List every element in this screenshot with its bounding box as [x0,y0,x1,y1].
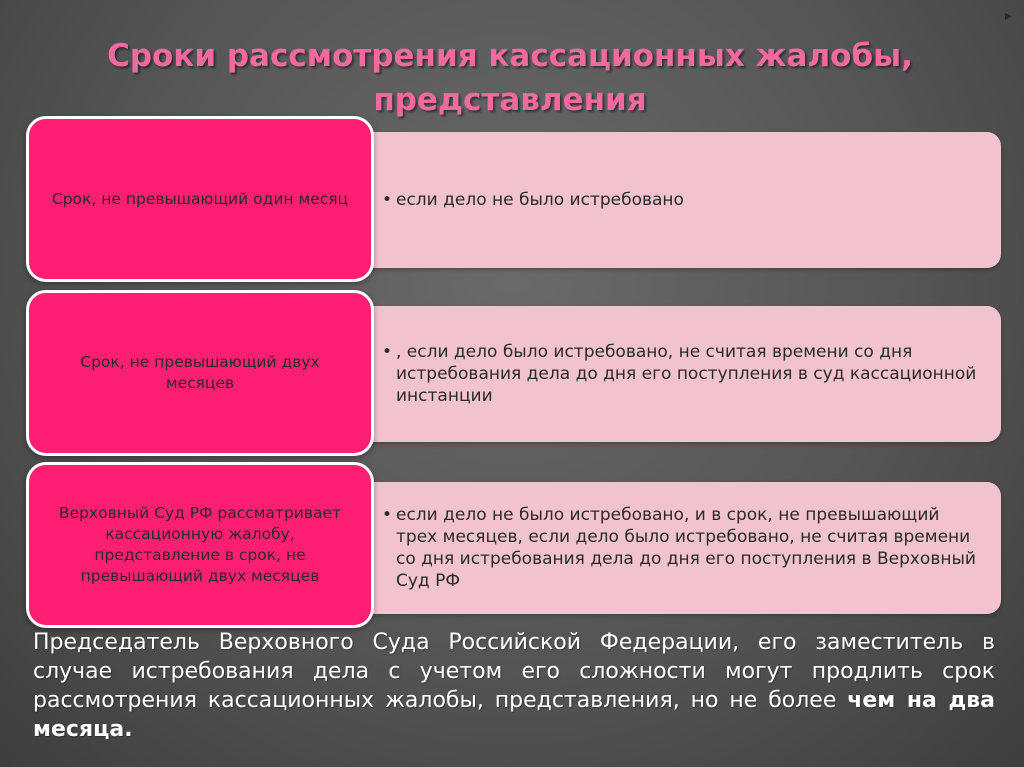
triangle-right-icon: ▸ [1004,8,1012,24]
term-label-box [26,116,374,282]
slide-title: Сроки рассмотрения кассационных жалобы, представления [107,38,913,118]
term-label: Срок, не превышающий один месяц [51,189,349,208]
term-label: Верховный Суд РФ рассматривает кассационную жалобу, представление в срок, не превышающий двух месяцев [58,504,342,585]
term-label-box [26,462,374,628]
footer-text: Председатель Верховного Суда Российской Федерации, его заместитель в случае истребования дела с учетом его сложности могут продлить срок рассмотрения кассационных жалобы, представления, но не более [33,630,995,713]
term-label: Срок, не превышающий двух месяцев [80,353,320,392]
term-description-box [356,306,1001,442]
term-row [26,290,1001,456]
term-row [26,462,1001,628]
term-description: • если дело не было истребовано, и в срок, не превышающий трех месяцев, если дело было истребовано, не считая времени со дня истребования дела до дня его поступления в Верховный Суд РФ [382,504,985,592]
footer-note [33,628,995,744]
term-row [26,116,1001,282]
term-description: • если дело не было истребовано [382,189,684,211]
term-description-box [356,132,1001,268]
footer-emphasis: чем на два месяца. [33,688,996,742]
term-description: • , если дело было истребовано, не считая времени со дня истребования дела до дня его поступления в суд кассационной инстанции [382,341,985,407]
term-description-box [356,482,1001,614]
term-label-box [26,290,374,456]
